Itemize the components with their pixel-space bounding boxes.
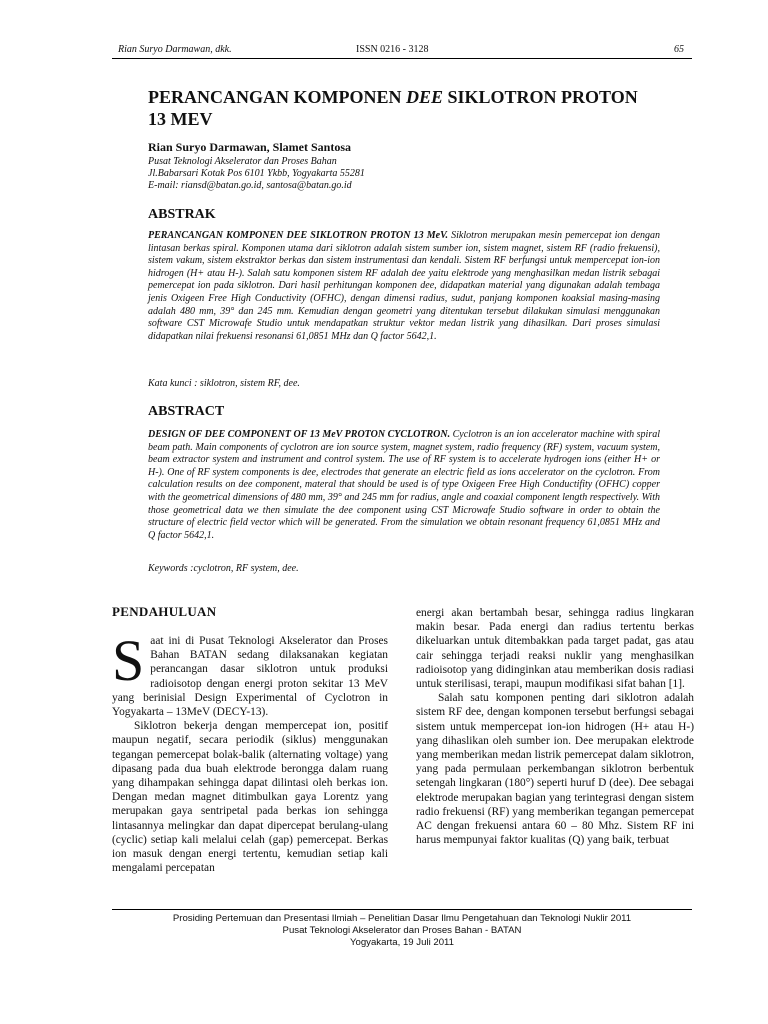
abstrak-keywords: Kata kunci : siklotron, sistem RF, dee. (148, 378, 300, 389)
drop-cap: S (112, 628, 145, 693)
abstrak-heading: ABSTRAK (148, 207, 216, 222)
abstract-body: Cyclotron is an ion accelerator machine with spiral beam path. Main components of cyclotron are ion source system, magnet system, radio frequency (RF) system, vacuum system, beam extractor system and instrument and control system. The use of RF system is to accelerate hydrogen ions (either H+ or H-). One of RF system components is dee, electrodes that generate an electric field as ions accelerator on the cyclotron. From calculation results on dee component, materal that should be used is of type Oxigeen Free High Conductifity (OFHC) copper with the geometrical dimensions of 480 mm, 39° and 245 mm for radius, angle and coaxial component length respectively. With those geometrical data we then simulate the dee component using CST Microwafe Studio software in order to obtain the structure of electric field vector which will be generated. From the simulation we obtain resonant frequency 61,0851 MHz and Q factor 5642,1. (148, 429, 660, 541)
header-authors: Rian Suryo Darmawan, dkk. (118, 44, 232, 55)
left-paragraph-2: Siklotron bekerja dengan mempercepat ion, positif maupun negatif, secara periodik (siklus) menggunakan tegangan pemercepat bolak-balik (alternating voltage) yang dipasang pada dua buah elektrode berongga dalam ruang yang dihampakan sehingga dapat dilintasi oleh berkas ion. Dengan medan magnet ditimbulkan gaya Lorentz yang merupakan gaya sentripetal pada berkas ion sehingga lintasannya melingkar dan dapat dipercepat berulang-ulang (cyclic) setiap kali melalui celah (gap) pemercepat. Berkas ion masuk dengan energi tertentu, kemudian setiap kali mengalami percepatan (112, 720, 388, 875)
abstract-heading: ABSTRACT (148, 404, 225, 419)
left-paragraph-1 (112, 628, 388, 719)
right-column (416, 606, 694, 847)
paper-authors: Rian Suryo Darmawan, Slamet Santosa (148, 140, 352, 154)
header-rule (112, 58, 692, 59)
abstrak-text (148, 230, 660, 343)
right-paragraph-1: energi akan bertambah besar, sehingga radius lingkaran makin besar. Pada energi dan radius tertentu berkas dikeluarkan untuk ditembakkan pada target padat, gas atau cair sehingga terjadi reaksi nuklir yang menghasilkan radioisotop yang didinginkan atau memberikan dosis radiasi untuk sterilisasi, terapi, maupun modifikasi sifat bahan [1]. (416, 607, 694, 691)
abstract-text (148, 429, 660, 542)
left-paragraph-1-text: aat ini di Pusat Teknologi Akselerator dan Proses Bahan BATAN sedang dilaksanakan kegiatan perancangan dasar siklotron untuk produksi radioisotop dengan energi proton sekitar 13 MeV yang berinisial Design Experimental of Cyclotron in Yogyakarta – 13MeV (DECY-13). (112, 635, 388, 719)
footer-rule (112, 909, 692, 910)
footer-line-1: Prosiding Pertemuan dan Presentasi Ilmiah – Penelitian Dasar Ilmu Pengetahuan dan Teknologi Nuklir 2011 (172, 913, 632, 924)
right-paragraph-2: Salah satu komponen penting dari siklotron adalah sistem RF dee, dengan komponen tersebut berfungsi sebagai sistem untuk mempercepat ion-ion hidrogen (H+ atau H-) yang dihaslikan oleh sumber ion. Dee merupakan elektrode yang memberikan medan listrik pemercepat dalam siklotron, yang pada permulaan perkembangan siklotron berbentuk setengah lingkaran (180°) seperti huruf D (dee). Dee sebagai elektrode merupakan bagian yang terintegrasi dengan sistem radio frekuensi (RF) yang memberikan tegangan pemercepat AC dengan frekuensi antara 60 – 80 Mhz. Sistem RF ini harus mempunyai faktor kualitas (Q) yang baik, terbuat (416, 692, 694, 847)
affiliation-institution: Pusat Teknologi Akselerator dan Proses Bahan (148, 156, 337, 167)
header-page-number: 65 (674, 44, 684, 55)
left-column (112, 628, 388, 875)
footer-line-3: Yogyakarta, 19 Juli 2011 (349, 937, 454, 948)
abstract-lead: DESIGN OF DEE COMPONENT OF 13 MeV PROTON CYCLOTRON. (148, 429, 451, 440)
paper-title (148, 86, 668, 130)
section-heading: PENDAHULUAN (112, 604, 217, 619)
abstrak-lead: PERANCANGAN KOMPONEN DEE SIKLOTRON PROTON 13 MeV. (148, 230, 448, 241)
header-issn: ISSN 0216 - 3128 (356, 44, 429, 55)
affiliation (148, 156, 365, 192)
abstrak-body: Siklotron merupakan mesin pemercepat ion dengan lintasan berkas spiral. Komponen utama dari siklotron adalah sistem sumber ion, sistem magnet, sistem RF (radio frekuensi), sistem vakum, sistem ekstraktor berkas dan sistem instrumentasi dan kendali. Sistem RF berfungsi untuk mempercepat ion-ion hidrogen (H+ atau H-). Salah satu komponen sistem RF adalah dee yaitu elektrode yang menghasilkan medan listrik sebagai pemercepat ion pada siklotron. Dari hasil perhitungan komponen dee, didapatkan material yang digunakan adalah tembaga jenis Oxigeen Free High Conductivity (OFHC), dengan dimensi radius, sudut, panjang komponen koaksial masing-masing adalah 480 mm, 39° dan 245 mm. Kemudian dengan geometri yang ditentukan tersebut dilakukan simulasi menggunakan software CST Microwafe Studio untuk mendapatkan struktur vektor medan listrik yang dihasilkan. Dari proses simulasi didapatkan nilai frekuensi resonansi 61,0851 MHz dan Q factor 5642,1. (148, 230, 661, 342)
title-part-2: SIKLOTRON PROTON (443, 87, 638, 107)
affiliation-address: Jl.Babarsari Kotak Pos 6101 Ykbb, Yogyakarta 55281 (148, 168, 365, 179)
affiliation-email: E-mail: riansd@batan.go.id, santosa@batan.go.id (148, 180, 352, 191)
footer-line-2: Pusat Teknologi Akselerator dan Proses Bahan - BATAN (282, 925, 522, 936)
title-dee: DEE (406, 87, 444, 107)
title-line-2: 13 MEV (148, 109, 213, 129)
abstract-keywords: Keywords :cyclotron, RF system, dee. (148, 563, 299, 574)
title-part-1: PERANCANGAN KOMPONEN (148, 87, 406, 107)
running-header (0, 44, 768, 58)
footer (112, 913, 692, 949)
